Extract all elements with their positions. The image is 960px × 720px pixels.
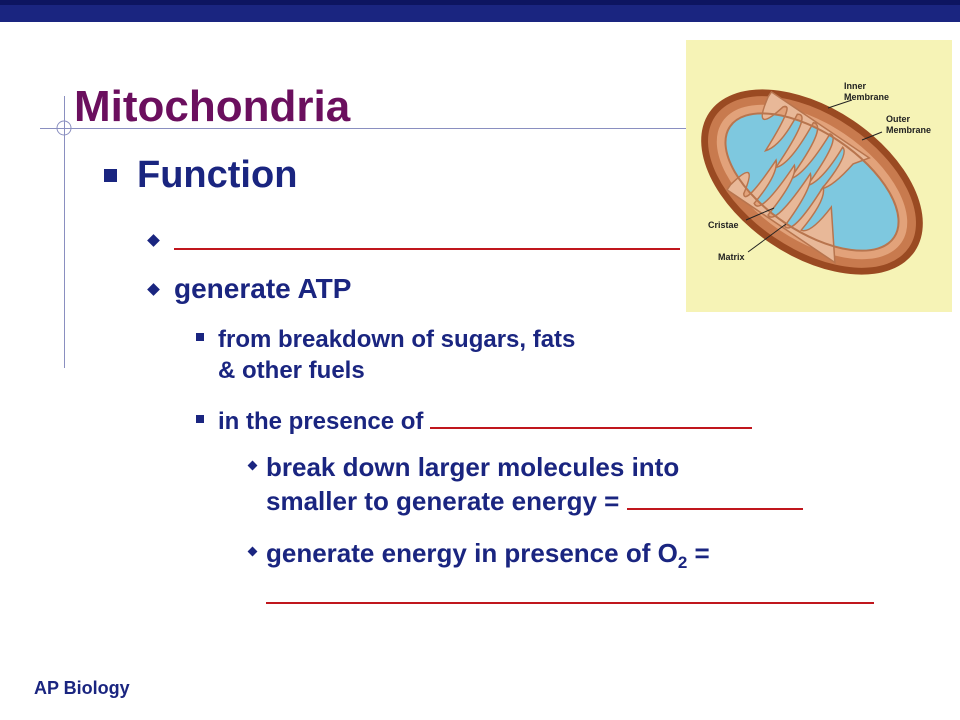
detail-item-generate-energy-label: generate energy in presence of O <box>266 538 678 568</box>
diamond-bullet-icon <box>147 283 160 296</box>
sub-item-breakdown-text <box>218 324 575 386</box>
sub-item-breakdown-line-2: & other fuels <box>218 357 365 384</box>
label-inner-membrane-2: Membrane <box>844 92 890 102</box>
fill-in-blank-line <box>266 602 874 604</box>
diamond-bullet-icon <box>147 234 160 247</box>
detail-item-equals: = <box>687 538 710 568</box>
detail-item-generate-energy-text <box>266 536 710 573</box>
slide-title: Mitochondria <box>74 82 351 131</box>
bullet-function-text: Function <box>137 153 298 196</box>
label-cristae: Cristae <box>708 220 739 230</box>
fill-in-blank-line <box>627 508 803 510</box>
detail-item-break-down-line-2: smaller to generate energy = <box>266 486 620 516</box>
item-generate-atp-text: generate ATP <box>174 273 352 304</box>
label-inner-membrane-1: Inner <box>844 81 867 91</box>
diamond-bullet-icon <box>248 461 258 471</box>
label-outer-membrane-2: Membrane <box>886 125 932 135</box>
label-outer-membrane-1: Outer <box>886 114 911 124</box>
fill-in-blank-line <box>430 427 752 429</box>
sub-item-presence-label: in the presence of <box>218 408 424 435</box>
blank-item <box>149 224 680 256</box>
fill-in-blank-line <box>174 248 680 250</box>
crosshair-icon <box>55 119 73 137</box>
square-bullet-icon <box>196 415 204 423</box>
sub-item-breakdown-line-1: from breakdown of sugars, fats <box>218 326 576 353</box>
sub-item-presence-text <box>218 406 752 437</box>
detail-item-break-down-line-1: break down larger molecules into <box>266 452 680 482</box>
mitochondria-illustration <box>686 40 952 312</box>
bullet-function <box>104 152 297 198</box>
item-generate-atp <box>149 272 351 306</box>
diamond-bullet-icon <box>248 547 258 557</box>
detail-item-break-down-text <box>266 450 803 518</box>
square-bullet-icon <box>196 333 204 341</box>
mitochondria-diagram <box>686 40 952 312</box>
oxygen-subscript: 2 <box>677 553 688 573</box>
label-matrix: Matrix <box>718 252 745 262</box>
footer-course: AP Biology <box>34 678 130 698</box>
square-bullet-icon <box>104 169 117 182</box>
top-bar-edge <box>0 0 960 5</box>
